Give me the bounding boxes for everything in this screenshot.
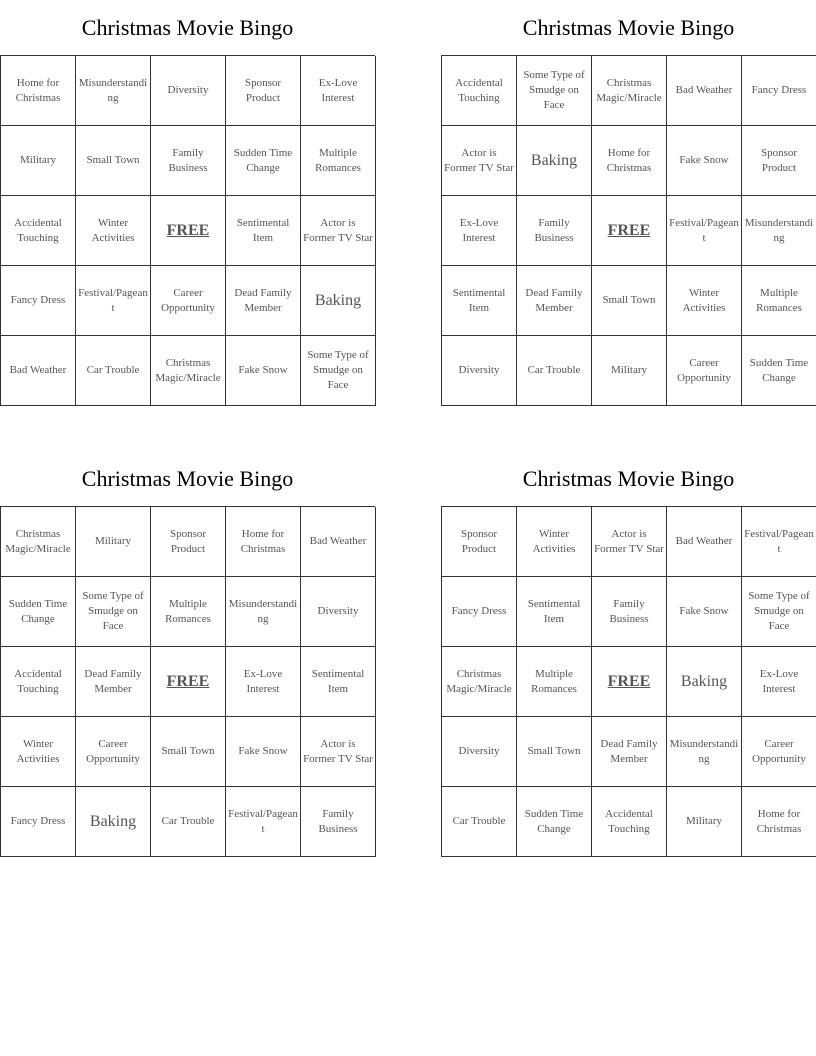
bingo-cell-label: Military bbox=[19, 154, 57, 166]
bingo-cell bbox=[301, 647, 376, 717]
bingo-cell bbox=[667, 196, 742, 266]
bingo-cell bbox=[301, 507, 376, 577]
bingo-cell-label: Sudden Time Change bbox=[749, 356, 809, 384]
bingo-cell-label: Career Opportunity bbox=[752, 737, 806, 765]
bingo-cell bbox=[76, 717, 151, 787]
bingo-cell bbox=[1, 577, 76, 647]
bingo-cell-label: Sudden Time Change bbox=[8, 597, 68, 625]
bingo-cell-label: Festival/Pageant bbox=[744, 527, 814, 555]
card-title: Christmas Movie Bingo bbox=[81, 15, 294, 40]
bingo-cell-label: Accidental Touching bbox=[14, 667, 62, 695]
bingo-cell bbox=[301, 56, 376, 126]
bingo-cell-label: Car Trouble bbox=[527, 364, 581, 376]
bingo-cell-label: Ex-Love Interest bbox=[243, 667, 283, 695]
bingo-cell bbox=[742, 126, 816, 196]
bingo-cell bbox=[151, 266, 226, 336]
bingo-cell bbox=[442, 56, 517, 126]
bingo-grid bbox=[441, 55, 816, 406]
card-title: Christmas Movie Bingo bbox=[81, 466, 294, 491]
bingo-grid bbox=[0, 55, 375, 406]
bingo-cell bbox=[76, 787, 151, 857]
bingo-cell-label: Fancy Dress bbox=[10, 815, 66, 827]
bingo-cell-label: Sentimental Item bbox=[236, 216, 290, 244]
bingo-cell bbox=[667, 126, 742, 196]
bingo-cell-label: Family Business bbox=[534, 216, 574, 244]
bingo-cell-label: Military bbox=[685, 815, 723, 827]
bingo-cell bbox=[226, 577, 301, 647]
bingo-cell bbox=[517, 577, 592, 647]
bingo-cell-label: Sudden Time Change bbox=[233, 146, 293, 174]
bingo-cell bbox=[301, 266, 376, 336]
free-space-cell bbox=[592, 647, 667, 717]
bingo-cell-label: Multiple Romances bbox=[531, 667, 577, 695]
bingo-cell bbox=[517, 196, 592, 266]
bingo-cell-label: Small Town bbox=[161, 745, 215, 757]
bingo-cell bbox=[1, 266, 76, 336]
bingo-cell-label: Fake Snow bbox=[238, 364, 288, 376]
bingo-cell bbox=[442, 647, 517, 717]
bingo-cell bbox=[226, 266, 301, 336]
bingo-cell-label: Car Trouble bbox=[161, 815, 215, 827]
bingo-cell-label: Sponsor Product bbox=[244, 76, 282, 104]
bingo-cell bbox=[442, 196, 517, 266]
card-title: Christmas Movie Bingo bbox=[522, 15, 735, 40]
bingo-cell bbox=[226, 126, 301, 196]
bingo-cell-label: Home for Christmas bbox=[756, 807, 802, 835]
bingo-cell bbox=[226, 647, 301, 717]
bingo-cell-label: Home for Christmas bbox=[240, 527, 286, 555]
bingo-cell bbox=[667, 56, 742, 126]
bingo-cell bbox=[742, 196, 816, 266]
bingo-cell bbox=[667, 647, 742, 717]
bingo-cell bbox=[226, 787, 301, 857]
bingo-cell bbox=[76, 126, 151, 196]
bingo-cell-label: Dead Family Member bbox=[234, 286, 292, 314]
bingo-cell-label: FREE bbox=[607, 222, 651, 239]
bingo-cell-label: Diversity bbox=[167, 84, 209, 96]
bingo-cell-label: Family Business bbox=[168, 146, 208, 174]
bingo-cell bbox=[1, 126, 76, 196]
bingo-cell bbox=[667, 266, 742, 336]
bingo-cell-label: Accidental Touching bbox=[455, 76, 503, 104]
bingo-cell bbox=[151, 56, 226, 126]
bingo-cell-label: Fake Snow bbox=[679, 154, 729, 166]
bingo-cell bbox=[742, 647, 816, 717]
bingo-cell bbox=[76, 647, 151, 717]
bingo-cell bbox=[742, 717, 816, 787]
bingo-cell-label: Dead Family Member bbox=[84, 667, 142, 695]
bingo-cell-label: Home for Christmas bbox=[15, 76, 61, 104]
bingo-cell bbox=[667, 577, 742, 647]
bingo-cell bbox=[1, 647, 76, 717]
bingo-cell-label: Sponsor Product bbox=[460, 527, 498, 555]
bingo-cell-label: Christmas Magic/Miracle bbox=[596, 76, 662, 104]
bingo-cell-label: Festival/Pageant bbox=[228, 807, 298, 835]
bingo-cell bbox=[592, 507, 667, 577]
bingo-cell bbox=[592, 336, 667, 406]
bingo-cell-label: Dead Family Member bbox=[525, 286, 583, 314]
bingo-cell-label: Multiple Romances bbox=[165, 597, 211, 625]
bingo-cell-label: Dead Family Member bbox=[600, 737, 658, 765]
bingo-cell-label: Misunderstanding bbox=[669, 737, 739, 765]
bingo-grid bbox=[0, 506, 375, 857]
card-title: Christmas Movie Bingo bbox=[522, 466, 735, 491]
bingo-cell bbox=[76, 266, 151, 336]
bingo-cell bbox=[742, 787, 816, 857]
bingo-cell bbox=[226, 196, 301, 266]
bingo-cell-label: Winter Activities bbox=[682, 286, 726, 314]
bingo-cell bbox=[226, 336, 301, 406]
bingo-cell bbox=[742, 56, 816, 126]
bingo-cell-label: Festival/Pageant bbox=[669, 216, 739, 244]
bingo-cell-label: Career Opportunity bbox=[86, 737, 140, 765]
bingo-cell bbox=[76, 196, 151, 266]
bingo-cell-label: Fancy Dress bbox=[751, 84, 807, 96]
bingo-cell-label: Sentimental Item bbox=[311, 667, 365, 695]
bingo-cell bbox=[742, 507, 816, 577]
bingo-cell-label: Some Type of Smudge on Face bbox=[523, 69, 585, 111]
bingo-cell bbox=[517, 507, 592, 577]
bingo-card bbox=[441, 0, 816, 406]
bingo-cell bbox=[76, 577, 151, 647]
bingo-cell-label: FREE bbox=[607, 673, 651, 690]
bingo-cell bbox=[301, 717, 376, 787]
bingo-cell-label: Car Trouble bbox=[452, 815, 506, 827]
bingo-cell-label: Career Opportunity bbox=[677, 356, 731, 384]
bingo-cell bbox=[667, 717, 742, 787]
bingo-cell bbox=[76, 336, 151, 406]
bingo-cell-label: Fancy Dress bbox=[10, 294, 66, 306]
bingo-cell bbox=[592, 126, 667, 196]
bingo-cell-label: Family Business bbox=[609, 597, 649, 625]
bingo-cell bbox=[1, 336, 76, 406]
bingo-cell bbox=[301, 787, 376, 857]
bingo-cell-label: Military bbox=[94, 535, 132, 547]
bingo-cell-label: FREE bbox=[166, 673, 210, 690]
free-space-cell bbox=[151, 647, 226, 717]
bingo-cell-label: Accidental Touching bbox=[605, 807, 653, 835]
bingo-cell bbox=[742, 336, 816, 406]
bingo-cell-label: Winter Activities bbox=[532, 527, 576, 555]
bingo-cell-label: Small Town bbox=[602, 294, 656, 306]
bingo-cell bbox=[442, 266, 517, 336]
bingo-cell-label: Bad Weather bbox=[309, 535, 367, 547]
bingo-cell-label: Multiple Romances bbox=[756, 286, 802, 314]
bingo-cell-label: Christmas Magic/Miracle bbox=[446, 667, 512, 695]
bingo-cell bbox=[1, 787, 76, 857]
bingo-cell-label: Accidental Touching bbox=[14, 216, 62, 244]
bingo-cell-label: Christmas Magic/Miracle bbox=[5, 527, 71, 555]
bingo-cell-label: Sudden Time Change bbox=[524, 807, 584, 835]
bingo-cell-label: Diversity bbox=[458, 745, 500, 757]
bingo-cell bbox=[151, 336, 226, 406]
bingo-cell bbox=[742, 577, 816, 647]
bingo-cell-label: Misunderstanding bbox=[78, 76, 148, 104]
bingo-cell-label: Fancy Dress bbox=[451, 605, 507, 617]
bingo-cell-label: Fake Snow bbox=[679, 605, 729, 617]
bingo-cell-label: FREE bbox=[166, 222, 210, 239]
bingo-cell-label: Family Business bbox=[318, 807, 358, 835]
bingo-cell-label: Home for Christmas bbox=[606, 146, 652, 174]
bingo-cell-label: Small Town bbox=[86, 154, 140, 166]
bingo-cell-label: Actor is Former TV Star bbox=[444, 146, 514, 174]
free-space-cell bbox=[151, 196, 226, 266]
bingo-cell bbox=[301, 577, 376, 647]
bingo-cell bbox=[442, 336, 517, 406]
bingo-cell-label: Sponsor Product bbox=[760, 146, 798, 174]
bingo-cell bbox=[517, 126, 592, 196]
bingo-cell bbox=[301, 126, 376, 196]
bingo-cell bbox=[442, 787, 517, 857]
bingo-cell-label: Sentimental Item bbox=[527, 597, 581, 625]
bingo-cell bbox=[517, 56, 592, 126]
bingo-cell-label: Small Town bbox=[527, 745, 581, 757]
bingo-cell bbox=[151, 717, 226, 787]
bingo-cell-label: Car Trouble bbox=[86, 364, 140, 376]
bingo-cell-label: Multiple Romances bbox=[315, 146, 361, 174]
bingo-cell bbox=[442, 717, 517, 787]
bingo-cell bbox=[442, 126, 517, 196]
bingo-cell bbox=[592, 266, 667, 336]
bingo-cell bbox=[151, 507, 226, 577]
bingo-cell bbox=[667, 507, 742, 577]
bingo-cell bbox=[76, 507, 151, 577]
free-space-cell bbox=[592, 196, 667, 266]
bingo-cell bbox=[517, 787, 592, 857]
bingo-cell bbox=[151, 577, 226, 647]
bingo-cell bbox=[226, 56, 301, 126]
bingo-cell-label: Sentimental Item bbox=[452, 286, 506, 314]
bingo-cell-label: Misunderstanding bbox=[744, 216, 814, 244]
bingo-cell bbox=[592, 577, 667, 647]
bingo-cell bbox=[592, 787, 667, 857]
bingo-cell bbox=[1, 717, 76, 787]
bingo-cell bbox=[517, 336, 592, 406]
bingo-cell bbox=[301, 336, 376, 406]
bingo-cell bbox=[151, 787, 226, 857]
bingo-cell-label: Diversity bbox=[458, 364, 500, 376]
bingo-cell bbox=[226, 717, 301, 787]
bingo-cell-label: Some Type of Smudge on Face bbox=[748, 590, 810, 632]
bingo-cell-label: Misunderstanding bbox=[228, 597, 298, 625]
bingo-grid bbox=[441, 506, 816, 857]
bingo-cell-label: Bad Weather bbox=[675, 84, 733, 96]
bingo-cell-label: Bad Weather bbox=[9, 364, 67, 376]
bingo-cell-label: Military bbox=[610, 364, 648, 376]
bingo-card bbox=[441, 451, 816, 857]
bingo-cell bbox=[517, 266, 592, 336]
bingo-cell bbox=[76, 56, 151, 126]
bingo-cell-label: Some Type of Smudge on Face bbox=[82, 590, 144, 632]
bingo-cell-label: Ex-Love Interest bbox=[318, 76, 358, 104]
bingo-cell-label: Winter Activities bbox=[16, 737, 60, 765]
bingo-cell-label: Some Type of Smudge on Face bbox=[307, 349, 369, 391]
bingo-cell-label: Ex-Love Interest bbox=[459, 216, 499, 244]
bingo-cell-label: Fake Snow bbox=[238, 745, 288, 757]
bingo-cell bbox=[667, 787, 742, 857]
bingo-cell-label: Christmas Magic/Miracle bbox=[155, 356, 221, 384]
bingo-cell-label: Baking bbox=[530, 152, 578, 169]
bingo-cell bbox=[667, 336, 742, 406]
bingo-cell bbox=[151, 126, 226, 196]
bingo-cell bbox=[442, 507, 517, 577]
bingo-cell-label: Ex-Love Interest bbox=[759, 667, 799, 695]
bingo-cell-label: Baking bbox=[89, 813, 137, 830]
bingo-cell-label: Winter Activities bbox=[91, 216, 135, 244]
bingo-cell bbox=[592, 56, 667, 126]
bingo-cell-label: Festival/Pageant bbox=[78, 286, 148, 314]
bingo-cell bbox=[1, 56, 76, 126]
bingo-cell bbox=[226, 507, 301, 577]
bingo-cell bbox=[742, 266, 816, 336]
bingo-cell-label: Actor is Former TV Star bbox=[594, 527, 664, 555]
bingo-cell bbox=[1, 196, 76, 266]
bingo-cell bbox=[517, 647, 592, 717]
bingo-cell-label: Sponsor Product bbox=[169, 527, 207, 555]
bingo-cell-label: Actor is Former TV Star bbox=[303, 216, 373, 244]
bingo-cell bbox=[301, 196, 376, 266]
bingo-cell-label: Baking bbox=[314, 292, 362, 309]
bingo-cell-label: Baking bbox=[680, 673, 728, 690]
bingo-cell-label: Career Opportunity bbox=[161, 286, 215, 314]
bingo-card bbox=[0, 451, 375, 857]
bingo-cell-label: Diversity bbox=[317, 605, 359, 617]
bingo-cell bbox=[1, 507, 76, 577]
bingo-cell bbox=[517, 717, 592, 787]
bingo-cell-label: Bad Weather bbox=[675, 535, 733, 547]
bingo-cell bbox=[592, 717, 667, 787]
bingo-cell-label: Actor is Former TV Star bbox=[303, 737, 373, 765]
bingo-cell bbox=[442, 577, 517, 647]
bingo-card bbox=[0, 0, 375, 406]
